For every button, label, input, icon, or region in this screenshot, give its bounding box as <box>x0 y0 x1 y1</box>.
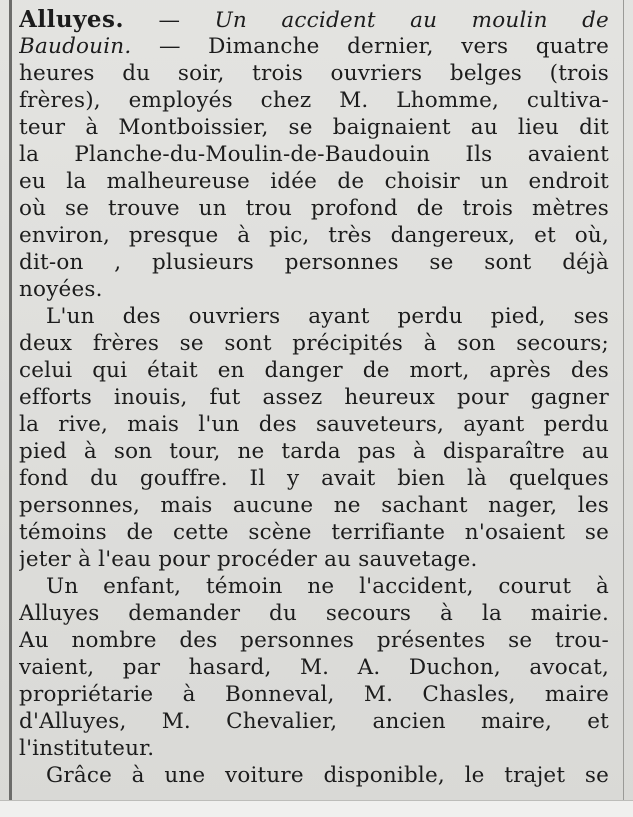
article-line-3: frères), employés chez M. Lhomme, cultiva- <box>19 88 609 113</box>
article-line-1 <box>19 33 609 60</box>
article-line-16: pied à son tour, ne tarda pas à disparaître au <box>19 439 609 464</box>
column-rule-right <box>623 0 624 800</box>
column-rule-left <box>9 0 12 800</box>
article-line-20: jeter à l'eau pour procéder au sauvetage. <box>19 547 478 572</box>
article-line-14: efforts inouis, fut assez heureux pour gagner <box>19 385 609 410</box>
article-line-5: la Planche-du-Moulin-de-Baudouin Ils avaient <box>19 142 609 167</box>
article-line-18: personnes, mais aucune ne sachant nager, les <box>19 493 609 518</box>
article-line-9: dit-on , plusieurs personnes se sont déjà <box>19 250 609 275</box>
article-line-13: celui qui était en danger de mort, après des <box>19 358 609 383</box>
article-line-21: Un enfant, témoin ne l'accident, courut à <box>46 574 609 599</box>
article-line-10: noyées. <box>19 277 103 302</box>
article-line-23: Au nombre des personnes présentes se trou- <box>19 628 609 653</box>
article-line-25: propriétarie à Bonneval, M. Chasles, maire <box>19 682 609 707</box>
article-line-2: heures du soir, trois ouvriers belges (trois <box>19 61 609 86</box>
article-line-15: la rive, mais l'un des sauveteurs, ayant perdu <box>19 412 609 437</box>
article-line-19: témoins de cette scène terrifiante n'osaient se <box>19 520 609 545</box>
article-line-27: l'instituteur. <box>19 736 155 761</box>
article-line-11: L'un des ouvriers ayant perdu pied, ses <box>46 304 609 329</box>
article-headline-line <box>19 6 609 33</box>
article-line-22: Alluyes demander du secours à la mairie. <box>19 601 609 626</box>
article-place: Alluyes. <box>19 6 124 33</box>
article-line-7: où se trouve un trou profond de trois mètres <box>19 196 609 221</box>
article-line-1-rest: — Dimanche dernier, vers quatre <box>158 34 609 59</box>
article-headline-part2: Baudouin. <box>19 34 132 59</box>
article-line-4: teur à Montboissier, se baignaient au lieu dit <box>19 115 609 140</box>
article-headline-part1: Un accident au moulin de <box>214 8 609 33</box>
page-bottom-edge <box>0 800 633 817</box>
article-line-8: environ, presque à pic, très dangereux, et où, <box>19 223 609 248</box>
article-line-17: fond du gouffre. Il y avait bien là quelques <box>19 466 609 491</box>
article-line-12: deux frères se sont précipités à son secours; <box>19 331 609 356</box>
headline-dash: — <box>158 8 181 33</box>
article-line-6: eu la malheureuse idée de choisir un endroit <box>19 169 609 194</box>
article-line-26: d'Alluyes, M. Chevalier, ancien maire, et <box>19 709 609 734</box>
article-line-28: Grâce à une voiture disponible, le trajet se <box>46 763 609 788</box>
article-line-24: vaient, par hasard, M. A. Duchon, avocat, <box>19 655 609 680</box>
